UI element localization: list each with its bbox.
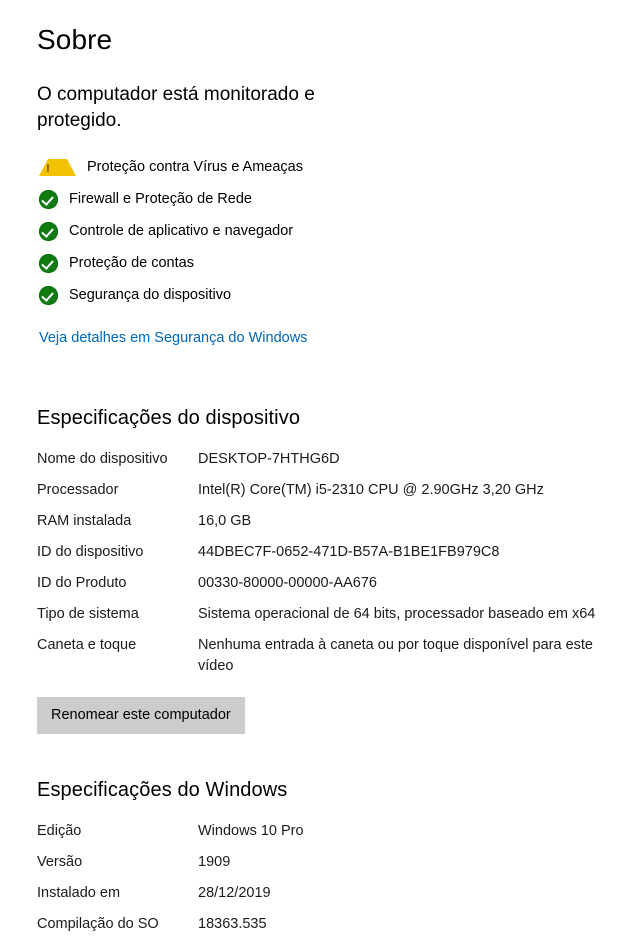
status-item-label: Proteção contra Vírus e Ameaças bbox=[87, 159, 303, 175]
spec-value: Windows 10 Pro bbox=[198, 823, 304, 839]
table-row bbox=[37, 821, 599, 852]
status-item-label: Proteção de contas bbox=[69, 255, 194, 271]
protection-status-list bbox=[37, 151, 599, 311]
windows-security-details-link[interactable]: Veja detalhes em Segurança do Windows bbox=[39, 330, 308, 346]
status-item-label: Firewall e Proteção de Rede bbox=[69, 191, 252, 207]
spec-label: RAM instalada bbox=[37, 513, 132, 529]
spec-label: Edição bbox=[37, 823, 82, 839]
spec-value: Intel(R) Core(TM) i5-2310 CPU @ 2.90GHz 3,20 GHz bbox=[198, 482, 544, 498]
spec-label: Compilação do SO bbox=[37, 916, 159, 932]
check-circle-icon bbox=[39, 222, 58, 241]
check-circle-icon bbox=[39, 254, 58, 273]
protection-headline: O computador está monitorado e protegido. bbox=[37, 84, 315, 131]
spec-value: 1909 bbox=[198, 854, 231, 870]
rename-pc-button[interactable]: Renomear este computador bbox=[37, 697, 245, 734]
spec-value: Sistema operacional de 64 bits, processador baseado em x64 bbox=[198, 606, 596, 622]
table-row bbox=[37, 511, 599, 542]
table-row bbox=[37, 480, 599, 511]
spec-value: DESKTOP-7HTHG6D bbox=[198, 451, 340, 467]
table-row bbox=[37, 635, 599, 687]
check-circle-icon bbox=[39, 190, 58, 209]
windows-specifications-section bbox=[37, 776, 599, 945]
spec-label: Versão bbox=[37, 854, 83, 870]
status-item-app-browser-control[interactable] bbox=[39, 215, 599, 247]
table-row bbox=[37, 604, 599, 635]
spec-label: Nome do dispositivo bbox=[37, 451, 168, 467]
windows-specifications-table bbox=[37, 821, 599, 945]
table-row bbox=[37, 914, 599, 945]
status-item-device-security[interactable] bbox=[39, 279, 599, 311]
spec-value: 28/12/2019 bbox=[198, 885, 271, 901]
table-row bbox=[37, 852, 599, 883]
status-item-firewall[interactable] bbox=[39, 183, 599, 215]
table-row bbox=[37, 883, 599, 914]
status-item-account-protection[interactable] bbox=[39, 247, 599, 279]
table-row bbox=[37, 573, 599, 604]
spec-value: 16,0 GB bbox=[198, 513, 252, 529]
spacer bbox=[37, 734, 599, 776]
spec-label: Instalado em bbox=[37, 885, 121, 901]
spec-label: Caneta e toque bbox=[37, 637, 137, 653]
status-item-label: Controle de aplicativo e navegador bbox=[69, 223, 294, 239]
table-row bbox=[37, 542, 599, 573]
status-item-virus-threat[interactable] bbox=[39, 151, 599, 183]
windows-specifications-title: Especificações do Windows bbox=[37, 779, 288, 801]
check-circle-icon bbox=[39, 286, 58, 305]
spec-label: Tipo de sistema bbox=[37, 606, 139, 622]
table-row bbox=[37, 449, 599, 480]
status-item-label: Segurança do dispositivo bbox=[69, 287, 232, 303]
spec-label: Processador bbox=[37, 482, 119, 498]
spec-label: ID do Produto bbox=[37, 575, 127, 591]
spec-value: 44DBEC7F-0652-471D-B57A-B1BE1FB979C8 bbox=[198, 544, 500, 560]
spec-value: 00330-80000-00000-AA676 bbox=[198, 575, 377, 591]
spacer bbox=[37, 348, 599, 404]
spec-value: Nenhuma entrada à caneta ou por toque disponível para este vídeo bbox=[198, 637, 593, 674]
device-specifications-title: Especificações do dispositivo bbox=[37, 407, 301, 429]
page-title: Sobre bbox=[37, 24, 113, 55]
warning-icon bbox=[39, 159, 76, 176]
spec-label: ID do dispositivo bbox=[37, 544, 144, 560]
device-specifications-section bbox=[37, 404, 599, 734]
spec-value: 18363.535 bbox=[198, 916, 267, 932]
device-specifications-table bbox=[37, 449, 599, 687]
